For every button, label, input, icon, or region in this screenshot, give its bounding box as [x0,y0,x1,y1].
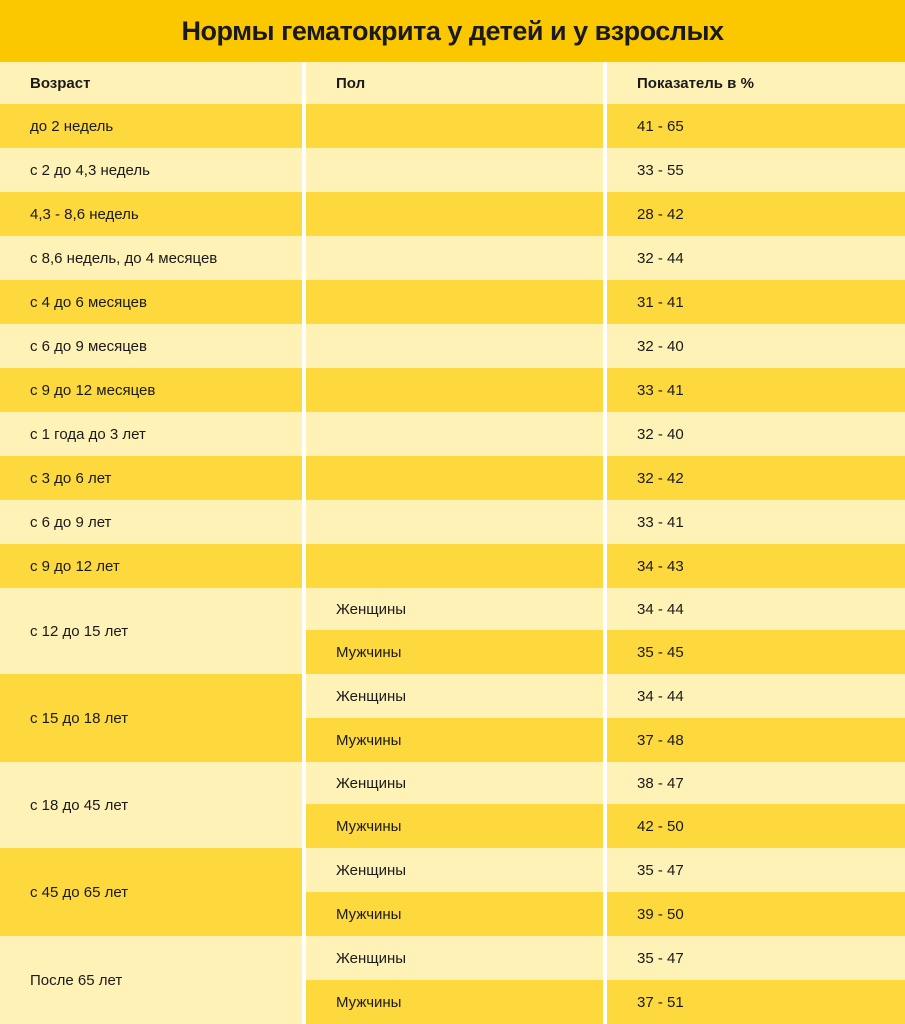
table-cell-age: с 2 до 4,3 недель [0,148,302,192]
table-cell-age: до 2 недель [0,104,302,148]
table-cell-sex: Мужчины [306,718,603,762]
table-cell-sex: Мужчины [306,630,603,674]
table-cell-age: с 3 до 6 лет [0,456,302,500]
header-value: Показатель в % [607,62,905,104]
table-cell-value: 34 - 43 [607,544,905,588]
header-sex: Пол [306,62,603,104]
table-cell-age: с 4 до 6 месяцев [0,280,302,324]
table-cell-sex: Женщины [306,936,603,980]
table-cell-sex [306,412,603,456]
table-cell-value: 37 - 51 [607,980,905,1024]
table-cell-sex [306,456,603,500]
table-cell-sex [306,192,603,236]
table-cell-age: с 9 до 12 месяцев [0,368,302,412]
table-cell-value: 33 - 55 [607,148,905,192]
page-title: Нормы гематокрита у детей и у взрослых [181,15,724,46]
table-cell-age: с 12 до 15 лет [0,588,302,674]
table-cell-age: После 65 лет [0,936,302,1024]
header-age: Возраст [0,62,302,104]
table-cell-sex: Женщины [306,674,603,718]
table-cell-value: 28 - 42 [607,192,905,236]
table-cell-value: 32 - 42 [607,456,905,500]
table-cell-age: с 1 года до 3 лет [0,412,302,456]
table-cell-value: 35 - 47 [607,848,905,892]
table-cell-age: с 9 до 12 лет [0,544,302,588]
table-cell-sex: Мужчины [306,804,603,848]
table-cell-age: с 18 до 45 лет [0,762,302,848]
table-cell-sex: Женщины [306,762,603,804]
table-cell-value: 31 - 41 [607,280,905,324]
table-cell-sex [306,500,603,544]
table-cell-value: 33 - 41 [607,500,905,544]
table-cell-value: 34 - 44 [607,588,905,630]
table-cell-value: 39 - 50 [607,892,905,936]
table-cell-sex [306,324,603,368]
table-cell-sex: Мужчины [306,892,603,936]
table-cell-age: с 6 до 9 месяцев [0,324,302,368]
table-cell-age: с 15 до 18 лет [0,674,302,762]
table-cell-sex [306,104,603,148]
table-cell-value: 35 - 47 [607,936,905,980]
table-cell-value: 37 - 48 [607,718,905,762]
table-cell-sex: Мужчины [306,980,603,1024]
table-cell-age: с 8,6 недель, до 4 месяцев [0,236,302,280]
table-cell-value: 35 - 45 [607,630,905,674]
table-cell-value: 32 - 40 [607,324,905,368]
table-cell-value: 34 - 44 [607,674,905,718]
table-cell-value: 38 - 47 [607,762,905,804]
table-cell-sex [306,148,603,192]
table-cell-age: 4,3 - 8,6 недель [0,192,302,236]
table-cell-sex: Женщины [306,848,603,892]
table-cell-sex [306,368,603,412]
table-cell-value: 41 - 65 [607,104,905,148]
table-cell-age: с 6 до 9 лет [0,500,302,544]
table-cell-sex: Женщины [306,588,603,630]
table-cell-value: 32 - 40 [607,412,905,456]
title-bar [0,0,905,62]
table-cell-value: 32 - 44 [607,236,905,280]
table-cell-value: 42 - 50 [607,804,905,848]
table-cell-value: 33 - 41 [607,368,905,412]
table-cell-age: с 45 до 65 лет [0,848,302,936]
table-cell-sex [306,544,603,588]
table-cell-sex [306,236,603,280]
table-cell-sex [306,280,603,324]
